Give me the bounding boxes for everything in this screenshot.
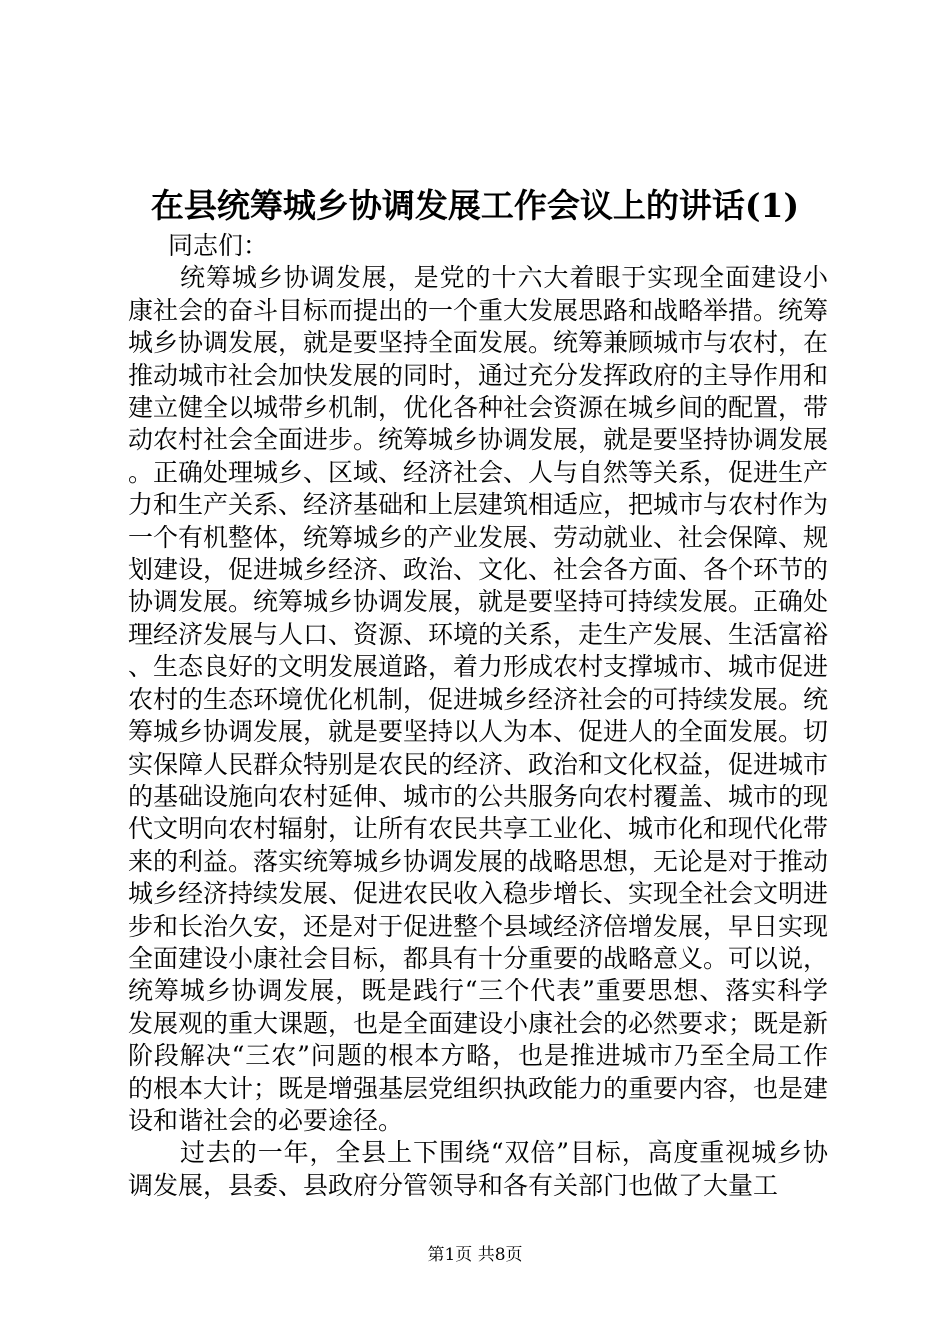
paragraph: 过去的一年，全县上下围绕“双倍”目标，高度重视城乡协调发展，县委、县政府分管领导和各有关部门也做了大量工 — [128, 1138, 828, 1200]
document-body — [128, 230, 828, 1202]
paragraph: 统筹城乡协调发展，是党的十六大着眼于实现全面建设小康社会的奋斗目标而提出的一个重大发展思路和战略举措。统筹城乡协调发展，就是要坚持全面发展。统筹兼顾城市与农村，在推动城市社会加快发展的同时，通过充分发挥政府的主导作用和建立健全以城带乡机制，优化各种社会资源在城乡间的配置，带动农村社会全面进步。统筹城乡协调发展，就是要坚持协调发展。正确处理城乡、区域、经济社会、人与自然等关系，促进生产力和生产关系、经济基础和上层建筑相适应，把城市与农村作为一个有机整体，统筹城乡的产业发展、劳动就业、社会保障、规划建设，促进城乡经济、政治、文化、社会各方面、各个环节的协调发展。统筹城乡协调发展，就是要坚持可持续发展。正确处理经济发展与人口、资源、环境的关系，走生产发展、生活富裕、生态良好的文明发展道路，着力形成农村支撑城市、城市促进农村的生态环境优化机制，促进城乡经济社会的可持续发展。统筹城乡协调发展，就是要坚持以人为本、促进人的全面发展。切实保障人民群众特别是农民的经济、政治和文化权益，促进城市的基础设施向农村延伸、城市的公共服务向农村覆盖、城市的现代文明向农村辐射，让所有农民共享工业化、城市化和现代化带来的利益。落实统筹城乡协调发展的战略思想，无论是对于推动城乡经济持续发展、促进农民收入稳步增长、实现全社会文明进步和长治久安，还是对于促进整个县域经济倍增发展，早日实现全面建设小康社会目标，都具有十分重要的战略意义。可以说，统筹城乡协调发展，既是践行“三个代表”重要思想、落实科学发展观的重大课题，也是全面建设小康社会的必然要求；既是新阶段解决“三农”问题的根本方略，也是推进城市乃至全局工作的根本大计；既是增强基层党组织执政能力的重要内容，也是建设和谐社会的必要途径。 — [128, 263, 829, 1135]
salutation: 同志们： — [168, 231, 269, 260]
page-number: 第1页 共8页 — [427, 1245, 523, 1265]
document-title: 在县统筹城乡协调发展工作会议上的讲话(1) — [150, 186, 800, 225]
